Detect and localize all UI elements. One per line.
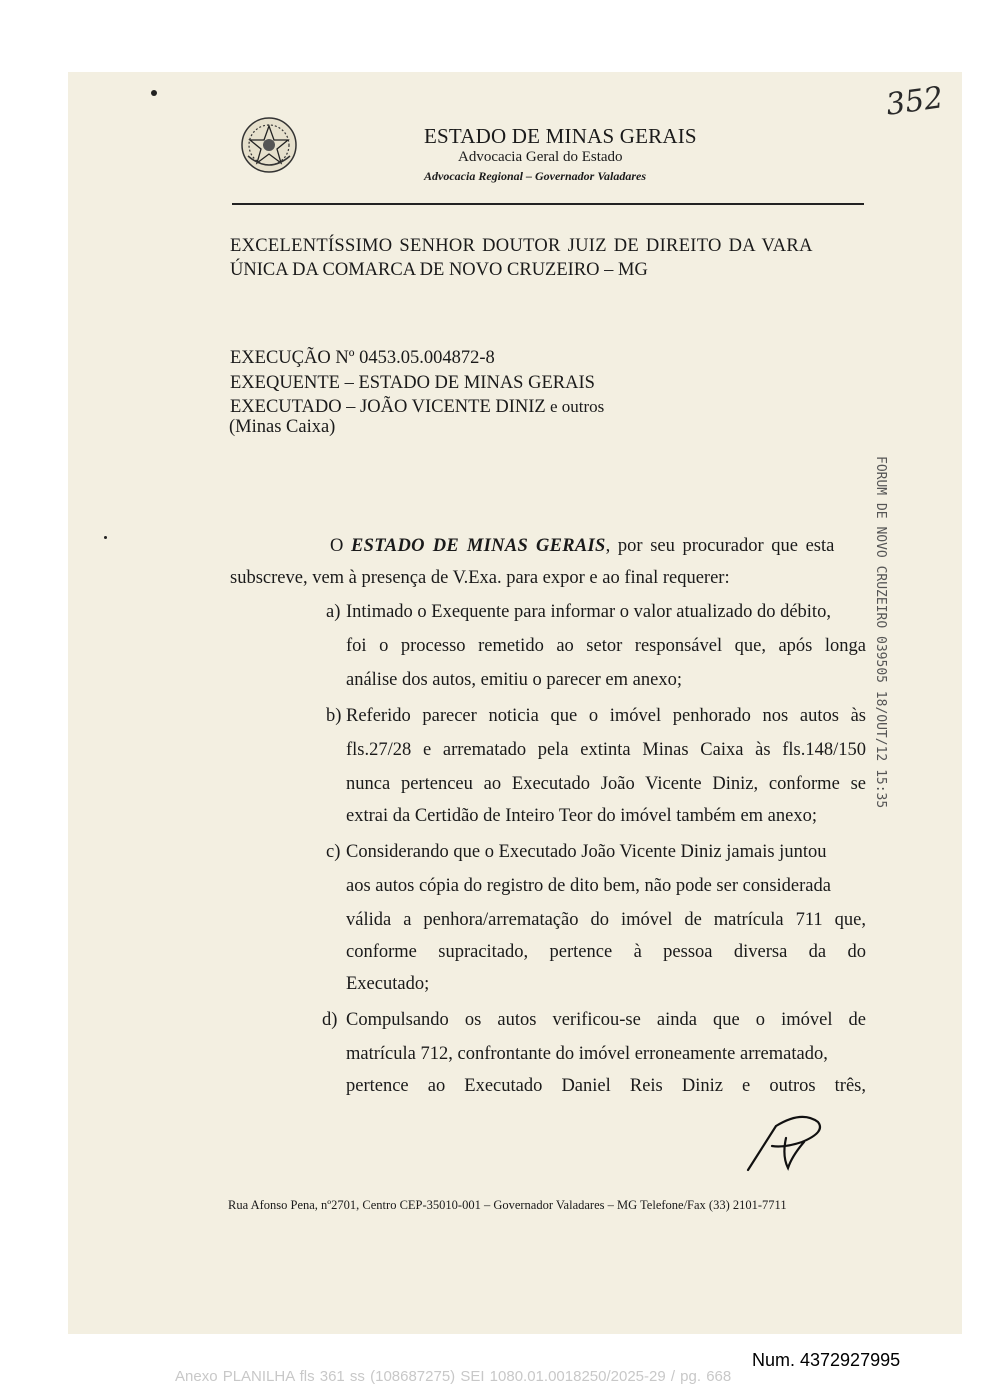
- executado-suffix: e outros: [545, 397, 605, 416]
- header-state: ESTADO DE MINAS GERAIS: [424, 124, 697, 148]
- item-d-line: matrícula 712, confrontante do imóvel erroneamente arrematado,: [346, 1044, 828, 1064]
- item-d-line: pertence ao Executado Daniel Reis Diniz e outros três,: [346, 1076, 866, 1096]
- header-regional: Advocacia Regional – Governador Valadares: [424, 169, 646, 183]
- item-c-letter: c): [326, 842, 341, 862]
- item-c-line: Executado;: [346, 974, 430, 994]
- item-b-line: Referido parecer noticia que o imóvel penhorado nos autos às: [346, 706, 866, 726]
- case-number: EXECUÇÃO Nº 0453.05.004872-8: [230, 348, 495, 368]
- court-receipt-stamp: [872, 456, 892, 826]
- addressee-line-2: ÚNICA DA COMARCA DE NOVO CRUZEIRO – MG: [230, 260, 648, 280]
- item-c-line: válida a penhora/arrematação do imóvel de matrícula 711 que,: [346, 910, 866, 930]
- scan-speck: [104, 536, 107, 539]
- signature-mark: [742, 1112, 832, 1174]
- scan-speck: [151, 90, 157, 96]
- item-b-line: nunca pertenceu ao Executado João Vicente Diniz, conforme se: [346, 774, 866, 794]
- intro-line-2: subscreve, vem à presença de V.Exa. para expor e ao final requerer:: [230, 568, 730, 588]
- intro-prefix: O: [330, 536, 351, 556]
- header-divider: [232, 203, 864, 205]
- item-b-line: extrai da Certidão de Inteiro Teor do imóvel também em anexo;: [346, 806, 817, 826]
- item-d-letter: d): [322, 1010, 338, 1030]
- header-agency: Advocacia Geral do Estado: [458, 149, 623, 165]
- intro-party: ESTADO DE MINAS GERAIS: [351, 536, 606, 556]
- item-b-line: fls.27/28 e arrematado pela extinta Minas Caixa às fls.148/150: [346, 740, 866, 760]
- intro-rest: , por seu procurador que esta: [605, 536, 835, 556]
- case-executado: [230, 397, 604, 418]
- executado-name: EXECUTADO – JOÃO VICENTE DINIZ: [230, 397, 546, 417]
- item-d-line: Compulsando os autos verificou-se ainda que o imóvel de: [346, 1010, 866, 1030]
- annex-footer: Anexo PLANILHA fls 361 ss (108687275) SEI 1080.01.0018250/2025-29 / pg. 668: [175, 1368, 732, 1385]
- intro-line-1: [330, 536, 834, 557]
- item-a-line: foi o processo remetido ao setor responsável que, após longa: [346, 636, 866, 656]
- page-number-stamp: 352: [883, 80, 946, 123]
- court-receipt-text: FORUM DE NOVO CRUZEIRO 039505 18/OUT/12 15:35: [873, 456, 888, 809]
- item-c-line: aos autos cópia do registro de dito bem, não pode ser considerada: [346, 876, 831, 896]
- item-a-line: análise dos autos, emitiu o parecer em anexo;: [346, 670, 682, 690]
- item-b-letter: b): [326, 706, 342, 726]
- item-c-line: conforme supracitado, pertence à pessoa diversa da do: [346, 942, 866, 962]
- case-note: (Minas Caixa): [229, 417, 336, 437]
- document-number: Num. 4372927995: [752, 1350, 901, 1370]
- item-c-line: Considerando que o Executado João Vicente Diniz jamais juntou: [346, 842, 827, 862]
- item-a-letter: a): [326, 602, 341, 622]
- addressee-line-1: EXCELENTÍSSIMO SENHOR DOUTOR JUIZ DE DIREITO DA VARA: [230, 236, 813, 256]
- state-seal-icon: [240, 116, 298, 174]
- case-exequente: EXEQUENTE – ESTADO DE MINAS GERAIS: [230, 373, 595, 393]
- item-a-line: Intimado o Exequente para informar o valor atualizado do débito,: [346, 602, 831, 622]
- footer-address: Rua Afonso Pena, nº2701, Centro CEP-35010-001 – Governador Valadares – MG Telefone/Fax (33) 2101-7711: [228, 1198, 787, 1212]
